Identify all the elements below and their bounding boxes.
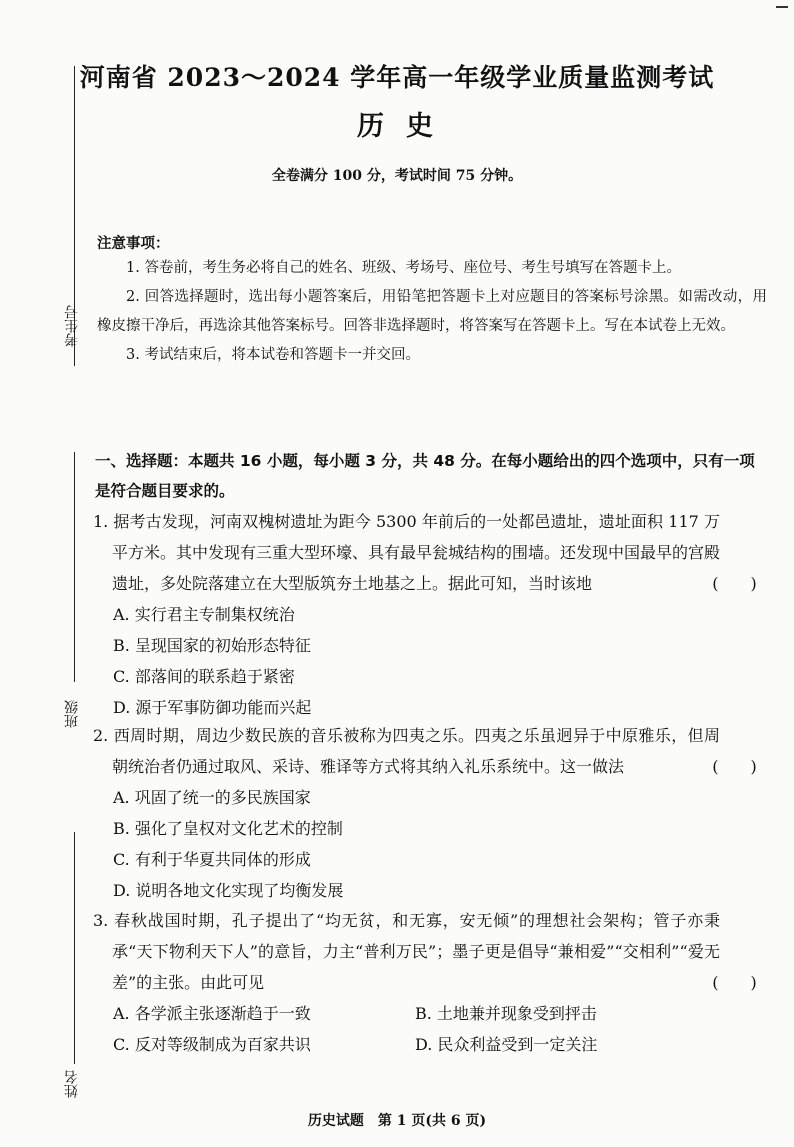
option-row [93, 998, 768, 1029]
binding-line-mid [74, 452, 75, 682]
scan-corner-mark [776, 0, 788, 8]
notice-item: 3. 考试结束后，将本试卷和答题卡一并交回。 [126, 347, 420, 363]
binding-line-bottom [74, 832, 75, 1064]
option-b: B. 呈现国家的初始形态特征 [113, 636, 311, 655]
option-row [93, 1029, 768, 1060]
notice-heading: 注意事项： [97, 236, 170, 252]
class-label: 班级 [64, 700, 80, 728]
question-stem [93, 506, 768, 599]
exam-number-label: 考生号 [64, 305, 80, 347]
subject-title: 历史 [357, 111, 455, 142]
exam-meta: 全卷满分 100 分，考试时间 75 分钟。 [271, 168, 523, 184]
option-a: A. 巩固了统一的多民族国家 [113, 788, 311, 807]
option-d: D. 说明各地文化实现了均衡发展 [113, 881, 344, 900]
name-label: 姓名 [64, 1070, 80, 1098]
exam-title: 河南省 2023～2024 学年高一年级学业质量监测考试 [79, 63, 715, 92]
notice-item: 1. 答卷前，考生务必将自己的姓名、班级、考场号、座位号、考生号填写在答题卡上。 [126, 260, 681, 276]
question-1 [93, 506, 768, 723]
option-c: C. 反对等级制成为百家共识 [113, 1035, 311, 1054]
option-a: A. 各学派主张逐渐趋于一致 [113, 1004, 311, 1023]
answer-paren: ( ) [712, 574, 757, 593]
question-stem [93, 905, 768, 998]
question-stem-text: 2. 西周时期，周边少数民族的音乐被称为四夷之乐。四夷之乐虽迥异于中原雅乐，但周朝统治者仍通过取风、采诗、雅译等方式将其纳入礼乐系统中。这一做法 [93, 726, 720, 776]
notice-item: 2. 回答选择题时，选出每小题答案后，用铅笔把答题卡上对应题目的答案标号涂黑。如需改动，用橡皮擦干净后，再选涂其他答案标号。回答非选择题时，将答案写在答题卡上。写在本试卷上无效。 [97, 289, 767, 334]
question-stem-text: 3. 春秋战国时期，孔子提出了“均无贫，和无寡，安无倾”的理想社会架构；管子亦秉承“天下物利天下人”的意旨，力主“普利万民”；墨子更是倡导“兼相爱”“交相利”“爱无差”的主张。由此可见 [93, 911, 720, 992]
section-heading: 一、选择题：本题共 16 小题，每小题 3 分，共 48 分。在每小题给出的四个选项中，只有一项是符合题目要求的。 [95, 452, 755, 500]
answer-paren: ( ) [712, 973, 757, 992]
option-c: C. 有利于华夏共同体的形成 [113, 850, 311, 869]
question-stem-text: 1. 据考古发现，河南双槐树遗址为距今 5300 年前后的一处都邑遗址，遗址面积 117 万平方米。其中发现有三重大型环壕、具有最早瓮城结构的围墙。还发现中国最早的宫殿遗址，多处院落建立在大型版筑夯土地基之上。据此可知，当时该地 [93, 512, 721, 593]
answer-paren: ( ) [712, 757, 757, 776]
question-2 [93, 720, 768, 906]
question-stem [93, 720, 768, 782]
option-d: D. 民众利益受到一定关注 [415, 1035, 598, 1054]
option-b: B. 强化了皇权对文化艺术的控制 [113, 819, 343, 838]
page-footer: 历史试题 第 1 页(共 6 页) [307, 1113, 487, 1129]
option-a: A. 实行君主专制集权统治 [113, 605, 295, 624]
notice-list [97, 254, 767, 370]
option-d: D. 源于军事防御功能而兴起 [113, 698, 312, 717]
question-3 [93, 905, 768, 1060]
option-c: C. 部落间的联系趋于紧密 [113, 667, 295, 686]
option-b: B. 土地兼并现象受到抨击 [415, 1004, 597, 1023]
